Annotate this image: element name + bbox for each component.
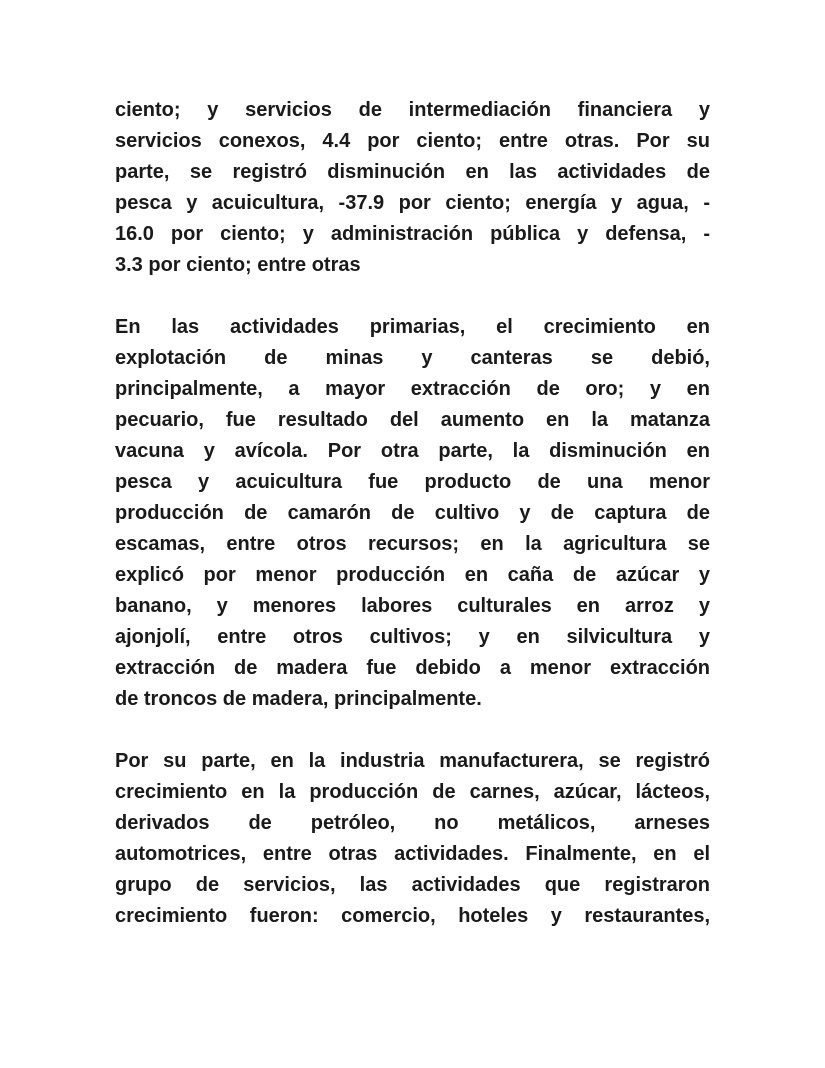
text-line: pesca y acuicultura fue producto de una menor [115,471,710,493]
text-line: pesca y acuicultura, -37.9 por ciento; energía y agua, - [115,192,710,214]
text-line: de troncos de madera, principalmente. [115,688,482,710]
text-line: explicó por menor producción en caña de azúcar y [115,564,710,586]
text-line: extracción de madera fue debido a menor extracción [115,657,710,679]
text-line: crecimiento en la producción de carnes, azúcar, lácteos, [115,781,710,803]
text-line: banano, y menores labores culturales en arroz y [115,595,710,617]
text-line: ciento; y servicios de intermediación financiera y [115,99,710,121]
paragraph-1 [115,95,710,281]
text-line: 16.0 por ciento; y administración pública y defensa, - [115,223,710,245]
text-line: 3.3 por ciento; entre otras [115,254,361,276]
text-line: principalmente, a mayor extracción de oro; y en [115,378,710,400]
text-line: pecuario, fue resultado del aumento en la matanza [115,409,710,431]
text-line: producción de camarón de cultivo y de captura de [115,502,710,524]
text-line: automotrices, entre otras actividades. Finalmente, en el [115,843,710,865]
text-line: escamas, entre otros recursos; en la agricultura se [115,533,710,555]
text-line: parte, se registró disminución en las actividades de [115,161,710,183]
text-line: crecimiento fueron: comercio, hoteles y restaurantes, [115,905,710,927]
paragraph-3 [115,746,710,932]
text-line: grupo de servicios, las actividades que registraron [115,874,710,896]
text-line: derivados de petróleo, no metálicos, arneses [115,812,710,834]
text-line: ajonjolí, entre otros cultivos; y en silvicultura y [115,626,710,648]
text-line: servicios conexos, 4.4 por ciento; entre otras. Por su [115,130,710,152]
text-line: Por su parte, en la industria manufacturera, se registró [115,750,710,772]
text-line: explotación de minas y canteras se debió, [115,347,710,369]
text-line: En las actividades primarias, el crecimiento en [115,316,710,338]
text-line: vacuna y avícola. Por otra parte, la disminución en [115,440,710,462]
document-text-body [115,95,710,932]
paragraph-2 [115,312,710,715]
